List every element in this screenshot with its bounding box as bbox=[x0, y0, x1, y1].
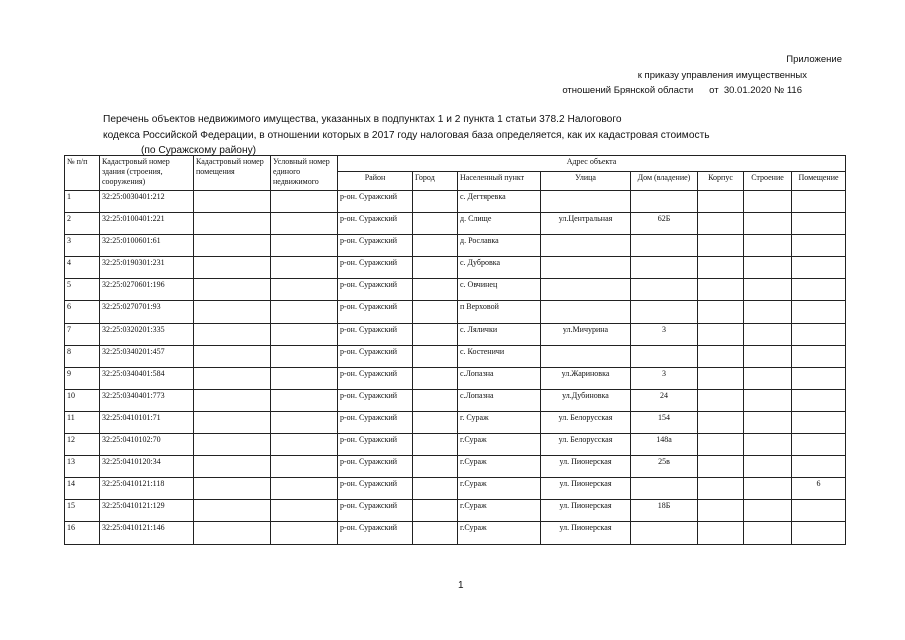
header-city: Город bbox=[413, 172, 458, 191]
cell-korpus bbox=[698, 301, 744, 323]
cell-street: ул.Центральная bbox=[541, 213, 631, 235]
cell-room bbox=[792, 411, 846, 433]
cell-district: р-он. Суражский bbox=[338, 500, 413, 522]
cell-num: 16 bbox=[65, 522, 100, 544]
cell-conditional-number bbox=[271, 389, 338, 411]
cell-city bbox=[413, 367, 458, 389]
cell-district: р-он. Суражский bbox=[338, 411, 413, 433]
cell-conditional-number bbox=[271, 478, 338, 500]
cell-cadastral-building: 32:25:0410101:71 bbox=[100, 411, 194, 433]
cell-building bbox=[744, 345, 792, 367]
cell-house: 25в bbox=[631, 456, 698, 478]
cell-room bbox=[792, 301, 846, 323]
cell-korpus bbox=[698, 434, 744, 456]
cell-conditional-number bbox=[271, 279, 338, 301]
cell-cadastral-room bbox=[194, 213, 271, 235]
cell-district: р-он. Суражский bbox=[338, 434, 413, 456]
cell-settlement: д. Рославка bbox=[458, 235, 541, 257]
cell-street: ул.Жариновка bbox=[541, 367, 631, 389]
cell-street: ул. Белорусская bbox=[541, 434, 631, 456]
cell-num: 6 bbox=[65, 301, 100, 323]
header-cadastral-building: Кадастровый номер здания (строения, сооружения) bbox=[100, 156, 194, 191]
header-street: Улица bbox=[541, 172, 631, 191]
cell-settlement: г.Сураж bbox=[458, 456, 541, 478]
cell-cadastral-room bbox=[194, 301, 271, 323]
cell-settlement: г.Сураж bbox=[458, 478, 541, 500]
cell-korpus bbox=[698, 367, 744, 389]
cell-cadastral-room bbox=[194, 500, 271, 522]
cell-conditional-number bbox=[271, 301, 338, 323]
cell-cadastral-building: 32:25:0410121:118 bbox=[100, 478, 194, 500]
cell-num: 7 bbox=[65, 323, 100, 345]
cell-city bbox=[413, 213, 458, 235]
cell-num: 5 bbox=[65, 279, 100, 301]
header-district: Район bbox=[338, 172, 413, 191]
cell-district: р-он. Суражский bbox=[338, 257, 413, 279]
cell-korpus bbox=[698, 411, 744, 433]
cell-settlement: г. Сураж bbox=[458, 411, 541, 433]
cell-building bbox=[744, 389, 792, 411]
cell-num: 10 bbox=[65, 389, 100, 411]
cell-room bbox=[792, 456, 846, 478]
cell-settlement: с. Костеничи bbox=[458, 345, 541, 367]
cell-street bbox=[541, 235, 631, 257]
table-row bbox=[65, 478, 846, 500]
cell-settlement: г.Сураж bbox=[458, 522, 541, 544]
cell-korpus bbox=[698, 478, 744, 500]
cell-korpus bbox=[698, 279, 744, 301]
cell-num: 2 bbox=[65, 213, 100, 235]
cell-district: р-он. Суражский bbox=[338, 279, 413, 301]
cell-cadastral-room bbox=[194, 235, 271, 257]
cell-conditional-number bbox=[271, 345, 338, 367]
table-row bbox=[65, 345, 846, 367]
cell-district: р-он. Суражский bbox=[338, 478, 413, 500]
cell-street: ул. Пионерская bbox=[541, 456, 631, 478]
cell-city bbox=[413, 434, 458, 456]
cell-city bbox=[413, 323, 458, 345]
cell-street bbox=[541, 279, 631, 301]
table-row bbox=[65, 522, 846, 544]
cell-cadastral-building: 32:25:0340201:457 bbox=[100, 345, 194, 367]
cell-building bbox=[744, 235, 792, 257]
cell-house bbox=[631, 235, 698, 257]
header-num: № п/п bbox=[65, 156, 100, 191]
cell-building bbox=[744, 191, 792, 213]
cell-building bbox=[744, 367, 792, 389]
cell-num: 1 bbox=[65, 191, 100, 213]
header-settlement: Населенный пункт bbox=[458, 172, 541, 191]
cell-room bbox=[792, 257, 846, 279]
cell-street bbox=[541, 345, 631, 367]
cell-house bbox=[631, 191, 698, 213]
cell-num: 11 bbox=[65, 411, 100, 433]
cell-district: р-он. Суражский bbox=[338, 323, 413, 345]
cell-cadastral-building: 32:25:0410121:146 bbox=[100, 522, 194, 544]
cell-street: ул.Мичурина bbox=[541, 323, 631, 345]
cell-room bbox=[792, 434, 846, 456]
cell-street: ул. Пионерская bbox=[541, 522, 631, 544]
cell-street: ул. Пионерская bbox=[541, 500, 631, 522]
cell-house: 62Б bbox=[631, 213, 698, 235]
cell-num: 13 bbox=[65, 456, 100, 478]
cell-district: р-он. Суражский bbox=[338, 389, 413, 411]
cell-city bbox=[413, 478, 458, 500]
cell-house bbox=[631, 478, 698, 500]
table-row bbox=[65, 411, 846, 433]
cell-cadastral-room bbox=[194, 522, 271, 544]
cell-room bbox=[792, 323, 846, 345]
cell-num: 9 bbox=[65, 367, 100, 389]
cell-room bbox=[792, 213, 846, 235]
cell-room: 6 bbox=[792, 478, 846, 500]
cell-settlement: с. Лялички bbox=[458, 323, 541, 345]
cell-conditional-number bbox=[271, 257, 338, 279]
cell-korpus bbox=[698, 257, 744, 279]
cell-city bbox=[413, 456, 458, 478]
cell-building bbox=[744, 434, 792, 456]
cell-cadastral-room bbox=[194, 456, 271, 478]
cell-cadastral-building: 32:25:0270601:196 bbox=[100, 279, 194, 301]
cell-cadastral-building: 32:25:0030401:212 bbox=[100, 191, 194, 213]
cell-settlement: с. Дубровка bbox=[458, 257, 541, 279]
header-conditional-number: Условный номер единого недвижимого bbox=[271, 156, 338, 191]
document-title bbox=[103, 112, 803, 159]
header-korpus: Корпус bbox=[698, 172, 744, 191]
property-table bbox=[64, 155, 846, 545]
cell-building bbox=[744, 522, 792, 544]
cell-city bbox=[413, 500, 458, 522]
cell-city bbox=[413, 279, 458, 301]
cell-conditional-number bbox=[271, 500, 338, 522]
cell-street: ул. Пионерская bbox=[541, 478, 631, 500]
cell-cadastral-room bbox=[194, 367, 271, 389]
cell-num: 12 bbox=[65, 434, 100, 456]
cell-house: 3 bbox=[631, 323, 698, 345]
cell-house: 18Б bbox=[631, 500, 698, 522]
cell-cadastral-room bbox=[194, 279, 271, 301]
table-row bbox=[65, 301, 846, 323]
cell-city bbox=[413, 522, 458, 544]
cell-room bbox=[792, 389, 846, 411]
title-line-2: кодекса Российской Федерации, в отношении которых в 2017 году налоговая база определяется, как их кадастровая стоимость bbox=[103, 129, 710, 141]
cell-city bbox=[413, 235, 458, 257]
cell-cadastral-building: 32:25:0100601:61 bbox=[100, 235, 194, 257]
cell-cadastral-building: 32:25:0410102:70 bbox=[100, 434, 194, 456]
table-row bbox=[65, 257, 846, 279]
cell-room bbox=[792, 279, 846, 301]
cell-building bbox=[744, 301, 792, 323]
table-row bbox=[65, 213, 846, 235]
cell-korpus bbox=[698, 323, 744, 345]
cell-korpus bbox=[698, 191, 744, 213]
header-address-group: Адрес объекта bbox=[338, 156, 846, 172]
cell-building bbox=[744, 500, 792, 522]
cell-district: р-он. Суражский bbox=[338, 522, 413, 544]
cell-city bbox=[413, 301, 458, 323]
cell-room bbox=[792, 235, 846, 257]
cell-building bbox=[744, 411, 792, 433]
appendix-order-ref: к приказу управления имущественных bbox=[637, 69, 807, 81]
appendix-date-number: отношений Брянской области от 30.01.2020 № 116 bbox=[562, 85, 802, 96]
cell-room bbox=[792, 345, 846, 367]
title-district: (по Суражскому району) bbox=[141, 145, 257, 156]
cell-conditional-number bbox=[271, 411, 338, 433]
cell-settlement: с.Лопазна bbox=[458, 367, 541, 389]
header-building: Строение bbox=[744, 172, 792, 191]
cell-building bbox=[744, 478, 792, 500]
cell-street: ул. Белорусская bbox=[541, 411, 631, 433]
cell-building bbox=[744, 213, 792, 235]
table-row bbox=[65, 434, 846, 456]
table-body bbox=[65, 191, 846, 545]
cell-cadastral-room bbox=[194, 411, 271, 433]
cell-settlement: с. Овчинец bbox=[458, 279, 541, 301]
cell-settlement: д. Слище bbox=[458, 213, 541, 235]
appendix-title: Приложение bbox=[786, 54, 842, 65]
table-row bbox=[65, 279, 846, 301]
cell-cadastral-building: 32:25:0410121:129 bbox=[100, 500, 194, 522]
cell-district: р-он. Суражский bbox=[338, 345, 413, 367]
cell-cadastral-room bbox=[194, 389, 271, 411]
cell-cadastral-building: 32:25:0320201:335 bbox=[100, 323, 194, 345]
cell-cadastral-room bbox=[194, 257, 271, 279]
table-row bbox=[65, 191, 846, 213]
cell-street bbox=[541, 191, 631, 213]
cell-korpus bbox=[698, 456, 744, 478]
cell-district: р-он. Суражский bbox=[338, 367, 413, 389]
cell-building bbox=[744, 456, 792, 478]
cell-settlement: г.Сураж bbox=[458, 500, 541, 522]
table-row bbox=[65, 323, 846, 345]
cell-street bbox=[541, 301, 631, 323]
cell-cadastral-room bbox=[194, 191, 271, 213]
cell-korpus bbox=[698, 389, 744, 411]
cell-house bbox=[631, 345, 698, 367]
cell-street: ул.Дубиновка bbox=[541, 389, 631, 411]
header-house: Дом (владение) bbox=[631, 172, 698, 191]
cell-building bbox=[744, 257, 792, 279]
appendix-header bbox=[542, 52, 842, 99]
cell-cadastral-building: 32:25:0340401:773 bbox=[100, 389, 194, 411]
cell-cadastral-building: 32:25:0100401:221 bbox=[100, 213, 194, 235]
cell-city bbox=[413, 345, 458, 367]
cell-conditional-number bbox=[271, 235, 338, 257]
cell-city bbox=[413, 411, 458, 433]
cell-settlement: г.Сураж bbox=[458, 434, 541, 456]
cell-building bbox=[744, 279, 792, 301]
cell-num: 3 bbox=[65, 235, 100, 257]
cell-house: 24 bbox=[631, 389, 698, 411]
cell-korpus bbox=[698, 235, 744, 257]
cell-settlement: с. Дегтяревка bbox=[458, 191, 541, 213]
cell-district: р-он. Суражский bbox=[338, 456, 413, 478]
cell-settlement: п Верховой bbox=[458, 301, 541, 323]
header-cadastral-room: Кадастровый номер помещения bbox=[194, 156, 271, 191]
table-row bbox=[65, 235, 846, 257]
cell-room bbox=[792, 522, 846, 544]
header-room: Помещение bbox=[792, 172, 846, 191]
cell-house bbox=[631, 301, 698, 323]
table-row bbox=[65, 367, 846, 389]
cell-num: 14 bbox=[65, 478, 100, 500]
cell-cadastral-building: 32:25:0270701:93 bbox=[100, 301, 194, 323]
table-row bbox=[65, 456, 846, 478]
cell-district: р-он. Суражский bbox=[338, 213, 413, 235]
cell-house bbox=[631, 279, 698, 301]
cell-conditional-number bbox=[271, 367, 338, 389]
cell-num: 8 bbox=[65, 345, 100, 367]
cell-cadastral-building: 32:25:0340401:584 bbox=[100, 367, 194, 389]
cell-city bbox=[413, 257, 458, 279]
cell-street bbox=[541, 257, 631, 279]
table-row bbox=[65, 389, 846, 411]
page-number: 1 bbox=[458, 580, 464, 591]
title-line-1: Перечень объектов недвижимого имущества, указанных в подпунктах 1 и 2 пункта 1 статьи 378.2 Налогового bbox=[103, 114, 622, 125]
cell-city bbox=[413, 191, 458, 213]
cell-room bbox=[792, 191, 846, 213]
cell-conditional-number bbox=[271, 191, 338, 213]
cell-korpus bbox=[698, 522, 744, 544]
cell-conditional-number bbox=[271, 522, 338, 544]
cell-num: 4 bbox=[65, 257, 100, 279]
cell-district: р-он. Суражский bbox=[338, 191, 413, 213]
cell-conditional-number bbox=[271, 434, 338, 456]
cell-settlement: с.Лопазна bbox=[458, 389, 541, 411]
cell-korpus bbox=[698, 500, 744, 522]
cell-cadastral-room bbox=[194, 478, 271, 500]
cell-district: р-он. Суражский bbox=[338, 301, 413, 323]
cell-house bbox=[631, 257, 698, 279]
cell-district: р-он. Суражский bbox=[338, 235, 413, 257]
cell-korpus bbox=[698, 213, 744, 235]
cell-cadastral-building: 32:25:0410120:34 bbox=[100, 456, 194, 478]
cell-room bbox=[792, 500, 846, 522]
cell-conditional-number bbox=[271, 323, 338, 345]
cell-room bbox=[792, 367, 846, 389]
cell-conditional-number bbox=[271, 213, 338, 235]
table-row bbox=[65, 500, 846, 522]
cell-house: 3 bbox=[631, 367, 698, 389]
cell-cadastral-building: 32:25:0190301:231 bbox=[100, 257, 194, 279]
cell-conditional-number bbox=[271, 456, 338, 478]
cell-num: 15 bbox=[65, 500, 100, 522]
cell-house: 148а bbox=[631, 434, 698, 456]
cell-city bbox=[413, 389, 458, 411]
cell-cadastral-room bbox=[194, 323, 271, 345]
cell-korpus bbox=[698, 345, 744, 367]
cell-building bbox=[744, 323, 792, 345]
cell-house: 154 bbox=[631, 411, 698, 433]
cell-cadastral-room bbox=[194, 345, 271, 367]
cell-cadastral-room bbox=[194, 434, 271, 456]
cell-house bbox=[631, 522, 698, 544]
